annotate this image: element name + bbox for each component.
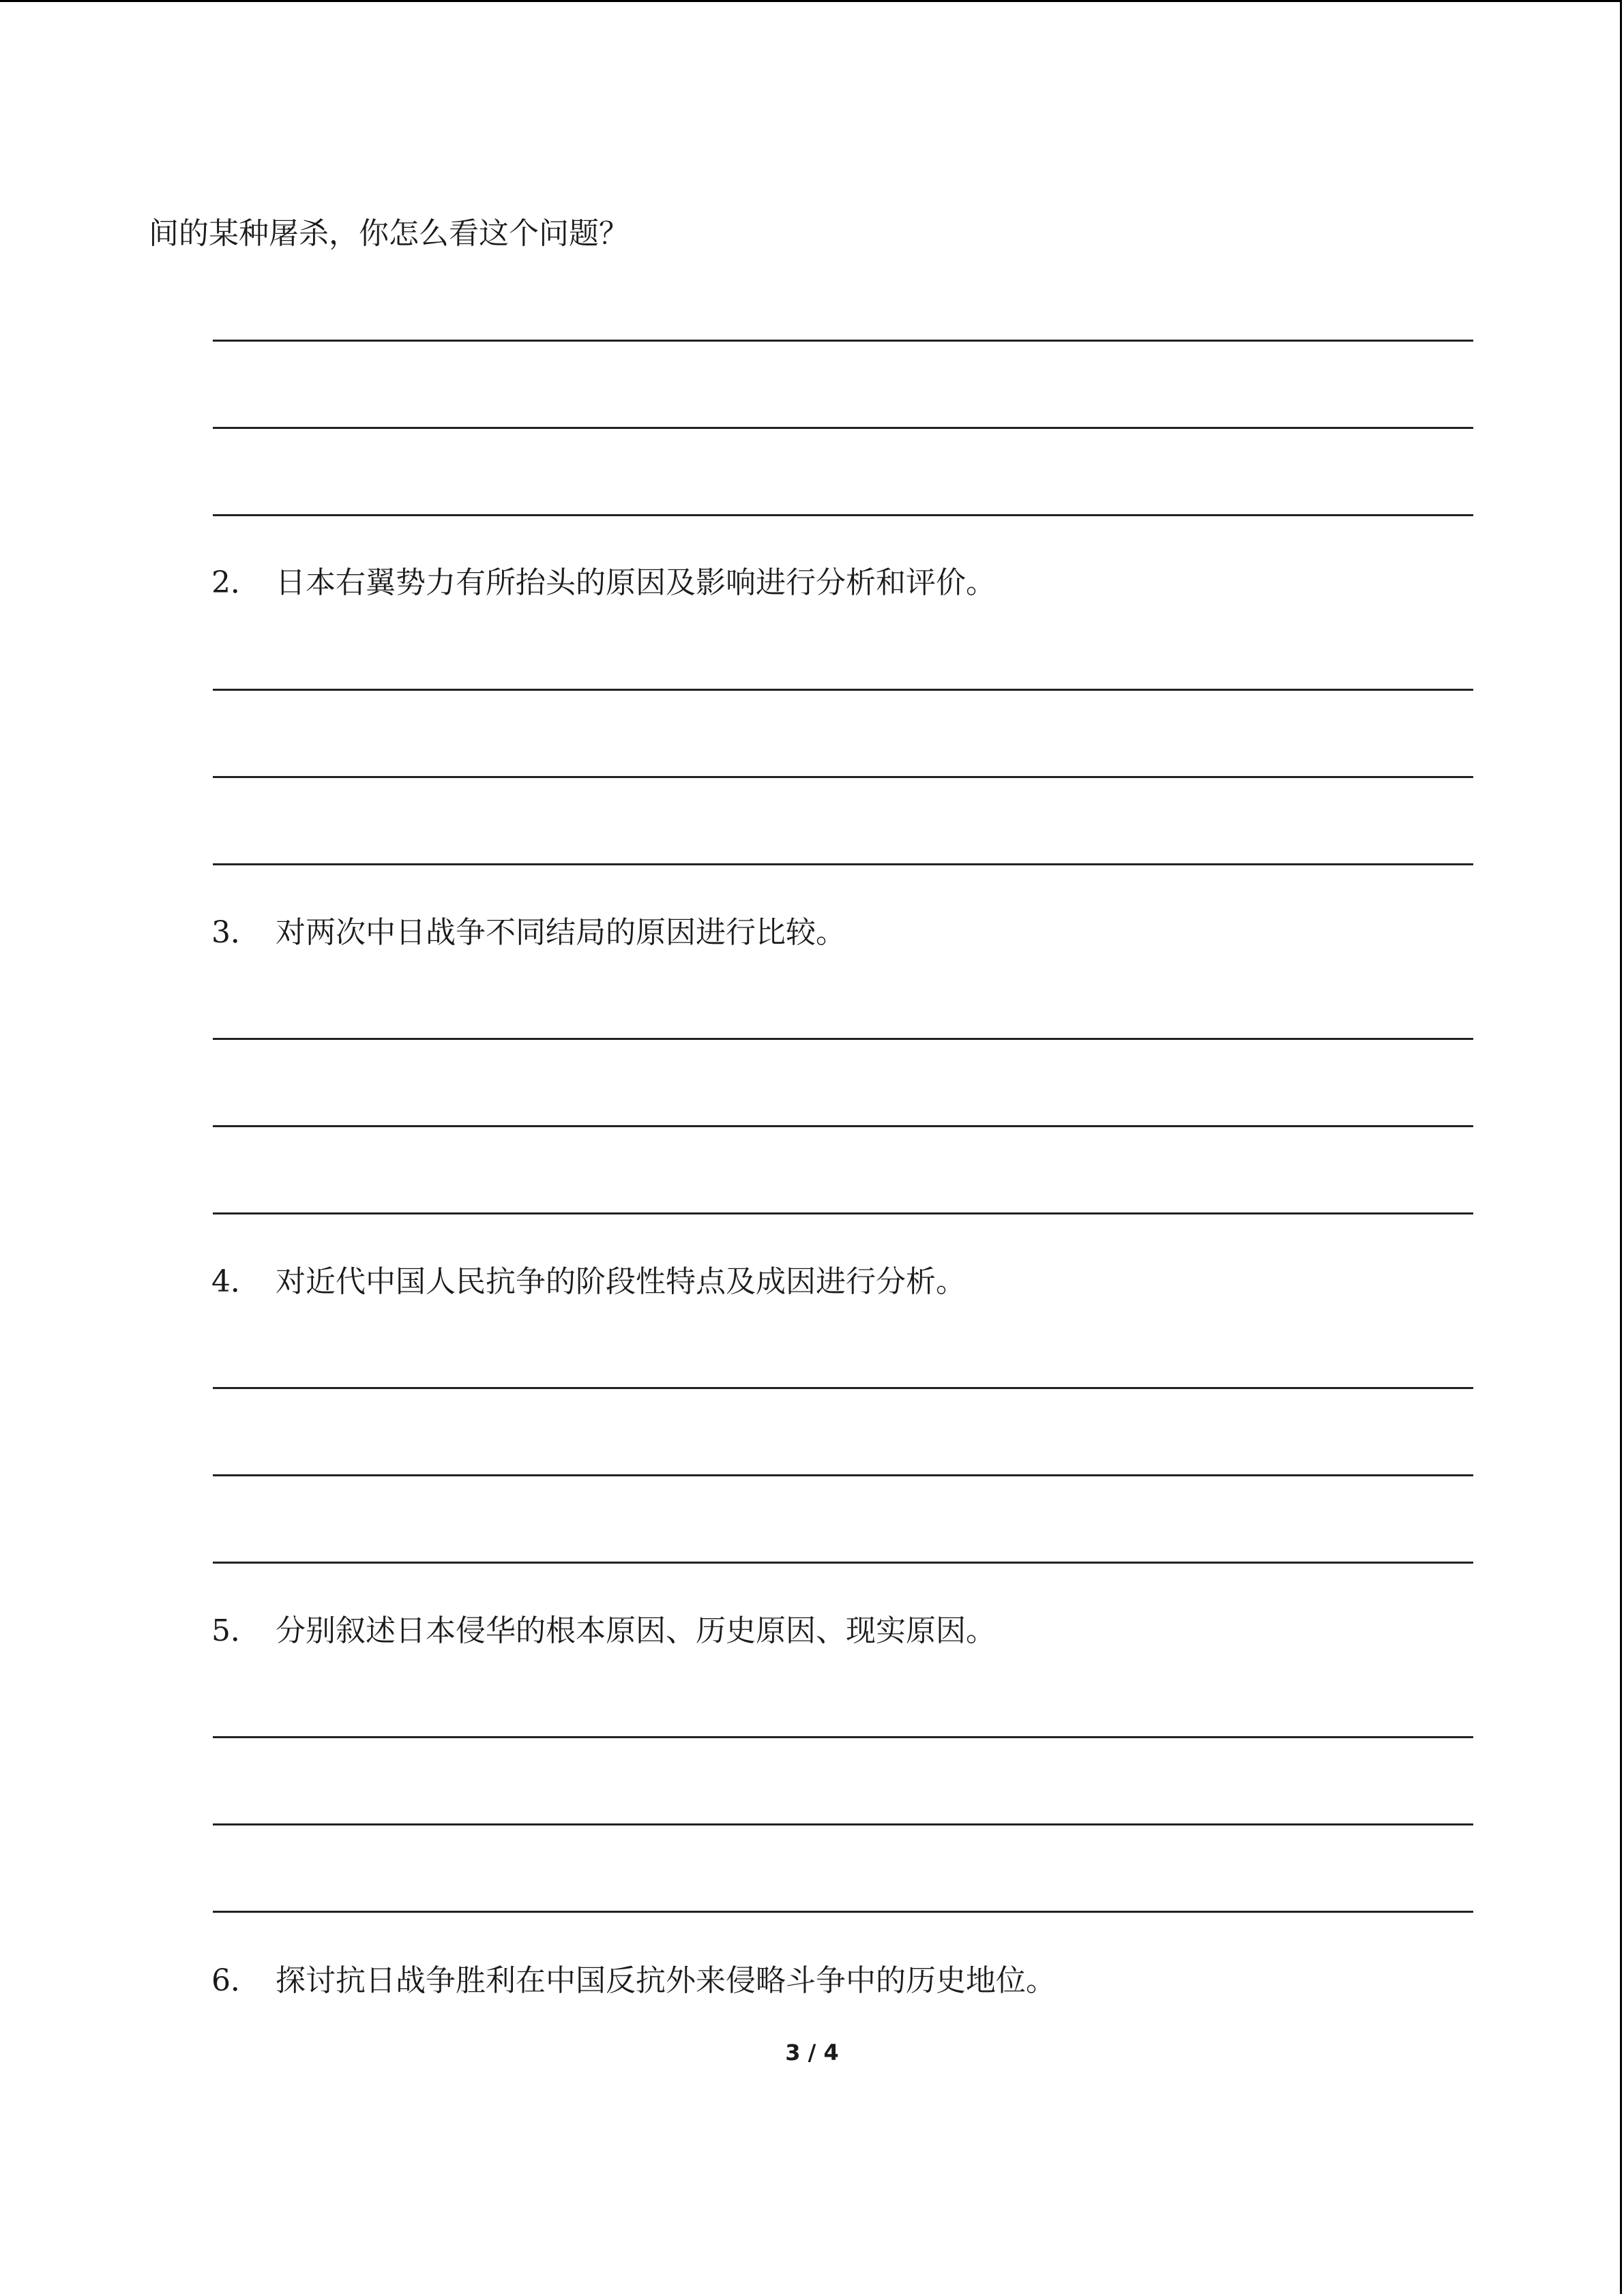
answer-line xyxy=(213,1823,1473,1825)
answer-line xyxy=(213,1562,1473,1564)
answer-line xyxy=(213,1212,1473,1214)
answer-line xyxy=(213,1736,1473,1738)
question-number: 2． xyxy=(211,565,261,600)
answer-line xyxy=(213,689,1473,691)
question-4 xyxy=(211,1258,966,1306)
question-text: 探讨抗日战争胜利在中国反抗外来侵略斗争中的历史地位。 xyxy=(276,1963,1056,1998)
question-3 xyxy=(211,909,846,957)
question-6 xyxy=(211,1957,1056,2005)
answer-line xyxy=(213,1125,1473,1127)
question-1-continuation: 间的某种屠杀，你怎么看这个问题？ xyxy=(149,216,629,251)
question-5 xyxy=(211,1607,996,1655)
answer-line xyxy=(213,1911,1473,1913)
question-number: 4． xyxy=(211,1264,261,1299)
question-number: 5． xyxy=(211,1613,261,1648)
question-number: 3． xyxy=(211,915,261,950)
question-number: 6． xyxy=(211,1963,261,1998)
question-text: 日本右翼势力有所抬头的原因及影响进行分析和评价。 xyxy=(276,565,996,600)
page-number: 3 / 4 xyxy=(785,2040,839,2066)
answer-line xyxy=(213,514,1473,516)
answer-line xyxy=(213,340,1473,342)
question-2 xyxy=(211,559,996,607)
answer-line xyxy=(213,863,1473,865)
question-text: 分别叙述日本侵华的根本原因、历史原因、现实原因。 xyxy=(276,1613,996,1648)
answer-line xyxy=(213,1474,1473,1476)
answer-line xyxy=(213,1387,1473,1389)
question-text: 对两次中日战争不同结局的原因进行比较。 xyxy=(276,915,846,950)
answer-line xyxy=(213,1038,1473,1040)
answer-line xyxy=(213,776,1473,778)
question-text: 对近代中国人民抗争的阶段性特点及成因进行分析。 xyxy=(276,1264,966,1299)
answer-line xyxy=(213,427,1473,429)
